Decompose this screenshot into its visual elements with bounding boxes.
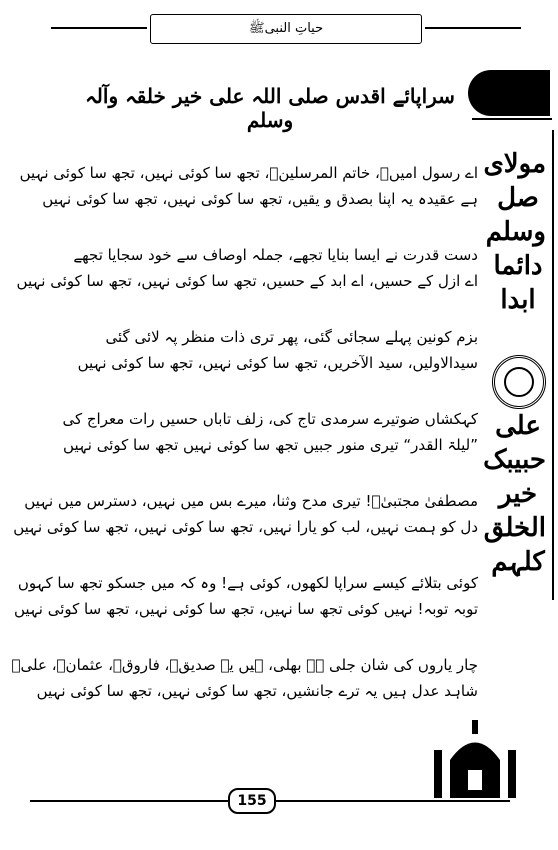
poem-line: کہکشاں ضوتیرے سرمدی تاج کی، زلف تاباں حسیں رات معراج کی	[62, 410, 478, 428]
poem-line: بزم کونین پہلے سجائی گئی، پھر تری ذات منظر پہ لائی گئی	[105, 328, 478, 346]
poem-stanza	[19, 160, 478, 212]
poem-stanza	[30, 406, 478, 458]
poem-line: مصطفیٰ مجتبیٰؐ! تیری مدح وثنا، میرے بس میں نہیں، دسترس میں نہیں	[24, 492, 478, 510]
calligraphy-seal-icon	[492, 355, 546, 409]
corner-emblem-rule	[472, 118, 552, 120]
poem-line: ہے عقیدہ یہ اپنا بصدق و یقیں، تجھ سا کوئی نہیں، تجھ سا کوئی نہیں	[42, 190, 478, 208]
side-calligraphy-word: ابدا	[500, 285, 536, 315]
poem-line: دل کو ہمت نہیں، لب کو یارا نہیں، تجھ سا کوئی نہیں، تجھ سا کوئی نہیں	[13, 518, 478, 536]
side-calligraphy-word: صل	[497, 183, 539, 213]
side-calligraphy-word: علی	[495, 411, 541, 441]
corner-emblem	[468, 70, 550, 116]
poem-body	[11, 160, 478, 734]
poem-line: چار یاروں کی شان جلی ہے بھلی، ہیں یہ صدیقؓ، فاروقؓ، عثمانؓ، علیؓ	[11, 656, 478, 674]
side-calligraphy-word: وسلم	[485, 217, 546, 247]
right-margin-rule	[552, 130, 554, 600]
poem-stanza	[16, 242, 478, 294]
mosque-dome-icon	[420, 720, 530, 798]
page-number: 155	[228, 788, 276, 814]
side-calligraphy-word: حبیبک	[483, 445, 546, 475]
poem-stanza	[11, 652, 478, 704]
running-header	[150, 14, 422, 44]
poem-line: توبہ توبہ! نہیں کوئی تجھ سا نہیں، تجھ سا کوئی نہیں، تجھ سا کوئی نہیں	[14, 600, 478, 618]
seal-inner-ring	[504, 367, 534, 397]
side-calligraphy-word: خیر	[498, 479, 538, 509]
poem-line: دست قدرت نے ایسا بنایا تجھے، جملہ اوصاف سے خود سجایا تجھے	[73, 246, 478, 264]
poem-title: سراپائے اقدس صلی اللہ علی خیر خلقہ وآلہ وسلم	[85, 84, 455, 132]
side-calligraphy-column	[480, 150, 548, 770]
side-calligraphy-word: مولای	[483, 149, 546, 179]
poem-stanza	[30, 324, 478, 376]
poem-line: اے رسول امیںؐ، خاتم المرسلینؐ، تجھ سا کوئی نہیں، تجھ سا کوئی نہیں	[19, 164, 478, 182]
side-calligraphy-word: کلہم	[491, 547, 545, 577]
running-header-title: حیاتِ النبیﷺ	[248, 20, 324, 36]
side-calligraphy-word: الخلق	[483, 513, 546, 543]
side-calligraphy-word: دائما	[493, 251, 543, 281]
poem-stanza	[14, 570, 478, 622]
poem-line: شاہد عدل ہیں یہ ترے جانشیں، تجھ سا کوئی نہیں، تجھ سا کوئی نہیں	[36, 682, 478, 700]
poem-stanza	[13, 488, 478, 540]
poem-line: کوئی بتلائے کیسے سراپا لکھوں، کوئی ہے! وہ کہ میں جسکو تجھ سا کہوں	[17, 574, 478, 592]
poem-line: سیدالاولیں، سید الآخریں، تجھ سا کوئی نہیں، تجھ سا کوئی نہیں	[77, 354, 478, 372]
poem-line: اے ازل کے حسیں، اے ابد کے حسیں، تجھ سا کوئی نہیں، تجھ سا کوئی نہیں	[16, 272, 478, 290]
poem-line: ”لیلۃ القدر“ تیری منور جبیں تجھ سا کوئی نہیں تجھ سا کوئی نہیں	[63, 436, 478, 454]
